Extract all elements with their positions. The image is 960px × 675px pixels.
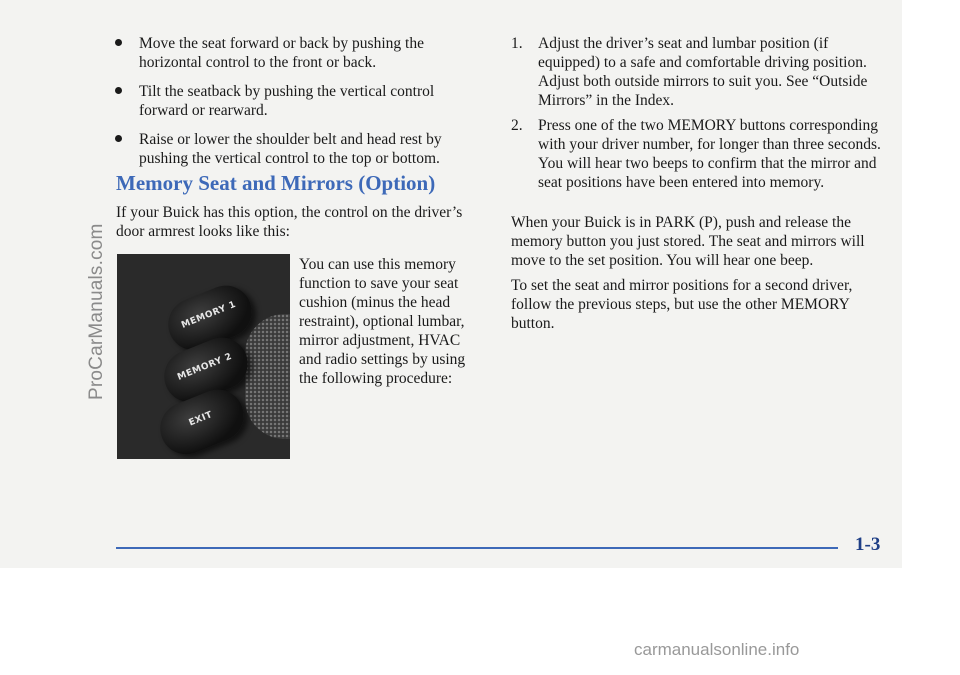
footer-site-watermark: carmanualsonline.info: [634, 640, 800, 659]
speaker-grille: [245, 314, 290, 439]
bullet-item: Raise or lower the shoulder belt and head rest by pushing the vertical control to the top or bottom.: [114, 130, 484, 168]
step-number: 1.: [511, 35, 523, 52]
footer-rule: [116, 547, 838, 549]
bullet-dot-icon: [115, 39, 122, 46]
memory-steps-list: [511, 34, 886, 198]
side-watermark: ProCarManuals.com: [86, 223, 107, 400]
memory-2-button-photo: MEMORY 2: [156, 330, 255, 410]
section-intro: If your Buick has this option, the control on the driver’s door armrest looks like this:: [116, 204, 463, 240]
seat-adjust-bullet-list: [114, 34, 484, 178]
step-text: Press one of the two MEMORY buttons corresponding with your driver number, for longer than three seconds. You will hear two beeps to confirm that the mirror and seat positions have been entered into memory.: [538, 117, 881, 191]
step-item: [511, 34, 886, 110]
memory-function-description: You can use this memory function to save your seat cushion (minus the head restraint), optional lumbar, mirror adjustment, HVAC and radio settings by using the following procedure:: [299, 256, 466, 387]
step-item: [511, 116, 886, 192]
recall-paragraph: When your Buick is in PARK (P), push and release the memory button you just stored. The seat and mirrors will move to the set position. You will hear one beep.: [511, 214, 865, 269]
page-number: 1-3: [855, 534, 881, 555]
section-heading: Memory Seat and Mirrors (Option): [116, 171, 436, 195]
bullet-dot-icon: [115, 135, 122, 142]
exit-button-photo: EXIT: [152, 382, 251, 459]
memory-1-button-photo: MEMORY 1: [160, 278, 259, 358]
step-text: Adjust the driver’s seat and lumbar position (if equipped) to a safe and comfortable driving position. Adjust both outside mirrors to suit you. See “Outside Mirrors” in the Index.: [538, 35, 868, 109]
second-driver-paragraph: To set the seat and mirror positions for a second driver, follow the previous steps, but use the other MEMORY button.: [511, 277, 853, 332]
bullet-dot-icon: [115, 87, 122, 94]
bullet-item: Move the seat forward or back by pushing the horizontal control to the front or back.: [114, 34, 484, 72]
step-number: 2.: [511, 117, 523, 134]
bullet-item: Tilt the seatback by pushing the vertical control forward or rearward.: [114, 82, 484, 120]
armrest-control-photo: [117, 254, 290, 459]
